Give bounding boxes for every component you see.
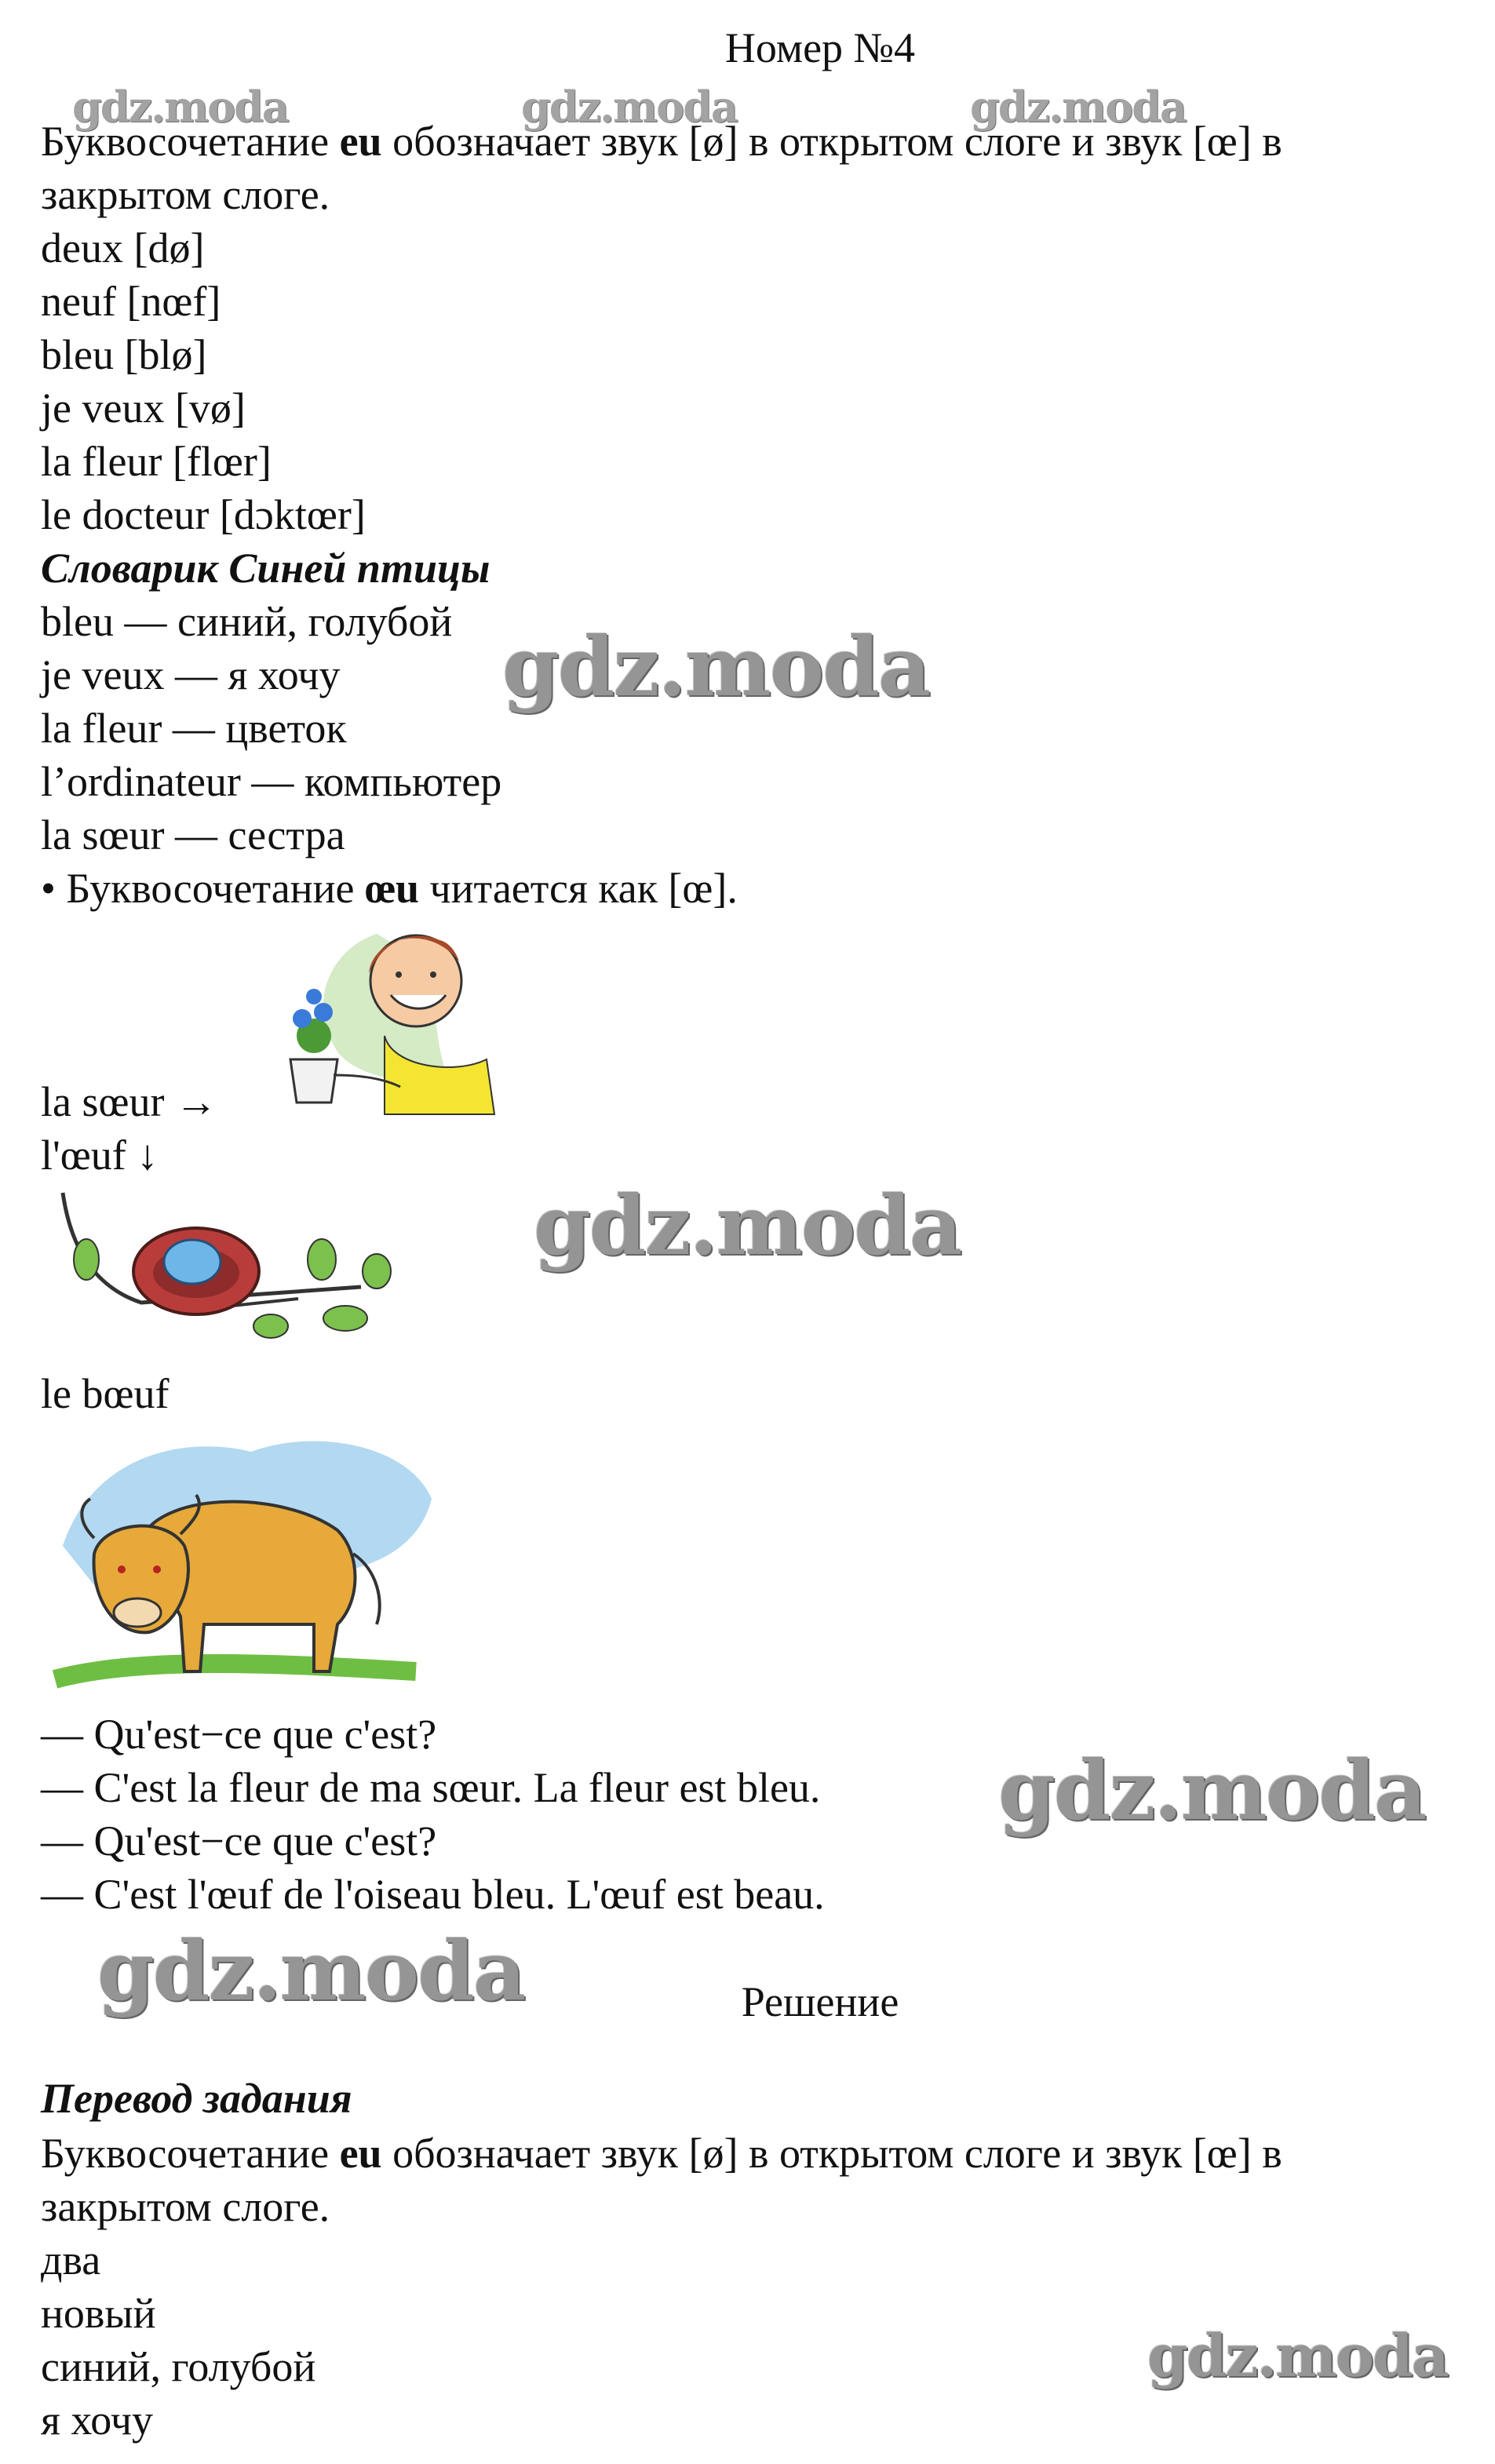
watermark: gdz.moda [970, 82, 1186, 132]
example-line: je veux [vø] [41, 385, 246, 432]
dictionary-item: la sœur — сестра [41, 811, 345, 858]
bull-grazing-icon [47, 1420, 455, 1703]
watermark: gdz.moda [1147, 2323, 1448, 2390]
solution-label: Решение [741, 1978, 899, 2025]
watermark: gdz.moda [502, 618, 930, 715]
dictionary-item: je veux — я хочу [41, 651, 341, 698]
dictionary-item: la fleur — цветок [41, 705, 347, 752]
rule-bold: œu [364, 865, 419, 912]
translation-item: я хочу [41, 2397, 154, 2444]
example-line: bleu [blø] [41, 331, 207, 378]
translation-text-after: обозначает звук [ø] в открытом слоге и звук [œ] в закрытом слоге. [41, 2130, 1282, 2230]
label-soeur: la sœur → [41, 1078, 217, 1125]
watermark: gdz.moda [521, 82, 737, 132]
watermark: gdz.moda [998, 1742, 1426, 1839]
label-boeuf: le bœuf [41, 1370, 170, 1417]
example-line: neuf [nœf] [41, 278, 221, 325]
dictionary-item: l’ordinateur — компьютер [41, 758, 502, 805]
intro-paragraph [41, 115, 1448, 221]
dictionary-item: bleu — синий, голубой [41, 598, 453, 645]
watermark: gdz.moda [97, 1923, 525, 2019]
dictionary-heading: Словарик Синей птицы [41, 545, 490, 592]
page-title: Номер №4 [724, 24, 916, 71]
dialogue-line: — Qu'est−ce que c'est? [41, 1711, 437, 1758]
dialogue-line: — Qu'est−ce que c'est? [41, 1817, 437, 1864]
intro-text-before: Буквосочетание [41, 118, 340, 165]
watermark: gdz.moda [534, 1177, 961, 1274]
intro-text-after: обозначает звук [ø] в открытом слоге и звук [œ] в закрытом слоге. [41, 118, 1282, 218]
dialogue-line: — C'est la fleur de ma sœur. La fleur est bleu. [41, 1764, 821, 1811]
rule-line [41, 862, 738, 915]
watermark: gdz.moda [72, 82, 288, 132]
dialogue-line: — C'est l'œuf de l'oiseau bleu. L'œuf est beau. [41, 1871, 825, 1918]
girl-with-flowerpot-icon [259, 918, 502, 1130]
example-line: deux [dø] [41, 224, 205, 272]
rule-text-before: • Буквосочетание [41, 865, 365, 912]
translation-intro [41, 2127, 1448, 2233]
translation-item: два [41, 2236, 101, 2284]
translation-bold: eu [339, 2130, 382, 2177]
bird-nest-egg-icon [47, 1185, 408, 1365]
translation-item: новый [41, 2290, 156, 2337]
translation-heading: Перевод задания [41, 2075, 352, 2122]
label-oeuf: l'œuf ↓ [41, 1132, 159, 1179]
example-line: le docteur [dɔktœr] [41, 491, 366, 538]
translation-item: синий, голубой [41, 2343, 316, 2390]
intro-bold: eu [339, 118, 382, 165]
translation-text-before: Буквосочетание [41, 2130, 340, 2177]
rule-text-after: читается как [œ]. [419, 865, 738, 912]
example-line: la fleur [flœr] [41, 438, 272, 485]
